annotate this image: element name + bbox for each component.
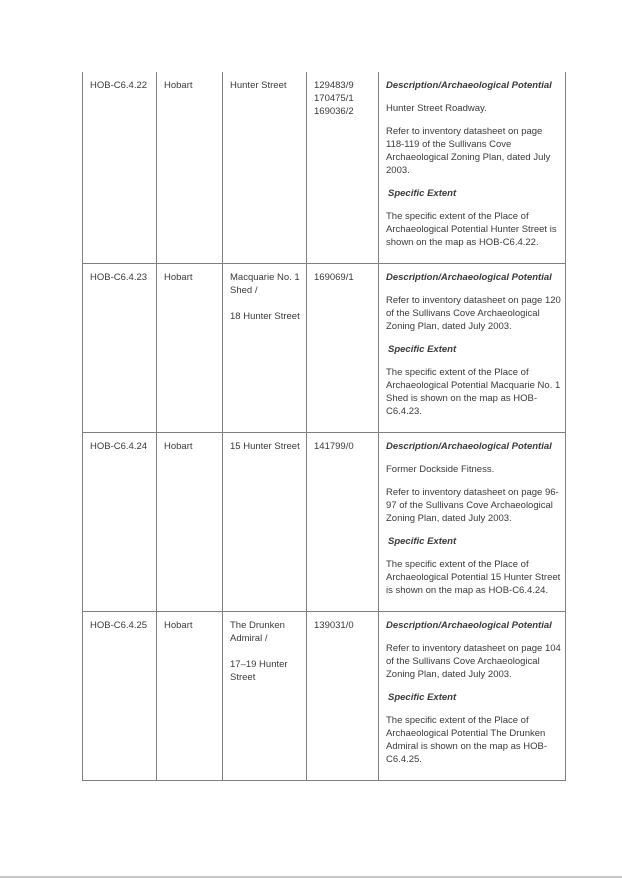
locality-cell: Hobart xyxy=(157,433,223,612)
address-cell: 15 Hunter Street xyxy=(223,433,307,612)
table-row xyxy=(83,264,566,433)
address-cell: The Drunken Admiral / 17–19 Hunter Street xyxy=(223,612,307,781)
description-cell xyxy=(379,433,566,612)
place-id-cell: HOB-C6.4.22 xyxy=(83,72,157,264)
locality-cell: Hobart xyxy=(157,72,223,264)
specific-extent-heading: Specific Extent xyxy=(388,344,457,355)
title-reference-cell: 141799/0 xyxy=(307,433,379,612)
locality-cell: Hobart xyxy=(157,264,223,433)
page-edge-line xyxy=(0,876,622,878)
description-cell xyxy=(379,72,566,264)
specific-extent-paragraphs: The specific extent of the Place of Archaeological Potential The Drunken Admiral is shown on the map as HOB-C6.4.25. xyxy=(386,715,548,765)
specific-extent-paragraphs: The specific extent of the Place of Archaeological Potential Macquarie No. 1 Shed is shown on the map as HOB-C6.4.23. xyxy=(386,367,561,417)
description-heading: Description/Archaeological Potential xyxy=(386,272,552,283)
description-cell xyxy=(379,612,566,781)
specific-extent-heading: Specific Extent xyxy=(388,188,457,199)
description-paragraphs: Refer to inventory datasheet on page 120 of the Sullivans Cove Archaeological Zoning Plan, dated July 2003. xyxy=(386,295,561,332)
description-cell xyxy=(379,264,566,433)
place-id-cell: HOB-C6.4.23 xyxy=(83,264,157,433)
description-paragraphs: Refer to inventory datasheet on page 104 of the Sullivans Cove Archaeological Zoning Plan, dated July 2003. xyxy=(386,643,561,680)
specific-extent-heading: Specific Extent xyxy=(388,536,457,547)
address-cell: Hunter Street xyxy=(223,72,307,264)
locality-cell: Hobart xyxy=(157,612,223,781)
title-reference-cell: 129483/9 170475/1 169036/2 xyxy=(307,72,379,264)
heritage-places-table xyxy=(82,72,566,781)
table-row xyxy=(83,433,566,612)
specific-extent-paragraphs: The specific extent of the Place of Archaeological Potential 15 Hunter Street is shown on the map as HOB-C6.4.24. xyxy=(386,559,561,596)
description-paragraphs: Former Dockside Fitness. Refer to inventory datasheet on page 96-97 of the Sullivans Cove Archaeological Zoning Plan, dated July 2003. xyxy=(386,464,559,524)
specific-extent-paragraphs: The specific extent of the Place of Archaeological Potential Hunter Street is shown on the map as HOB-C6.4.22. xyxy=(386,211,557,248)
address-cell: Macquarie No. 1 Shed / 18 Hunter Street xyxy=(223,264,307,433)
description-heading: Description/Archaeological Potential xyxy=(386,620,552,631)
place-id-cell: HOB-C6.4.25 xyxy=(83,612,157,781)
table-row xyxy=(83,72,566,264)
description-heading: Description/Archaeological Potential xyxy=(386,441,552,452)
title-reference-cell: 169069/1 xyxy=(307,264,379,433)
title-reference-cell: 139031/0 xyxy=(307,612,379,781)
description-heading: Description/Archaeological Potential xyxy=(386,80,552,91)
description-paragraphs: Hunter Street Roadway. Refer to inventory datasheet on page 118-119 of the Sullivans Cove Archaeological Zoning Plan, dated July 2003. xyxy=(386,103,551,176)
place-id-cell: HOB-C6.4.24 xyxy=(83,433,157,612)
table-row xyxy=(83,612,566,781)
specific-extent-heading: Specific Extent xyxy=(388,692,457,703)
